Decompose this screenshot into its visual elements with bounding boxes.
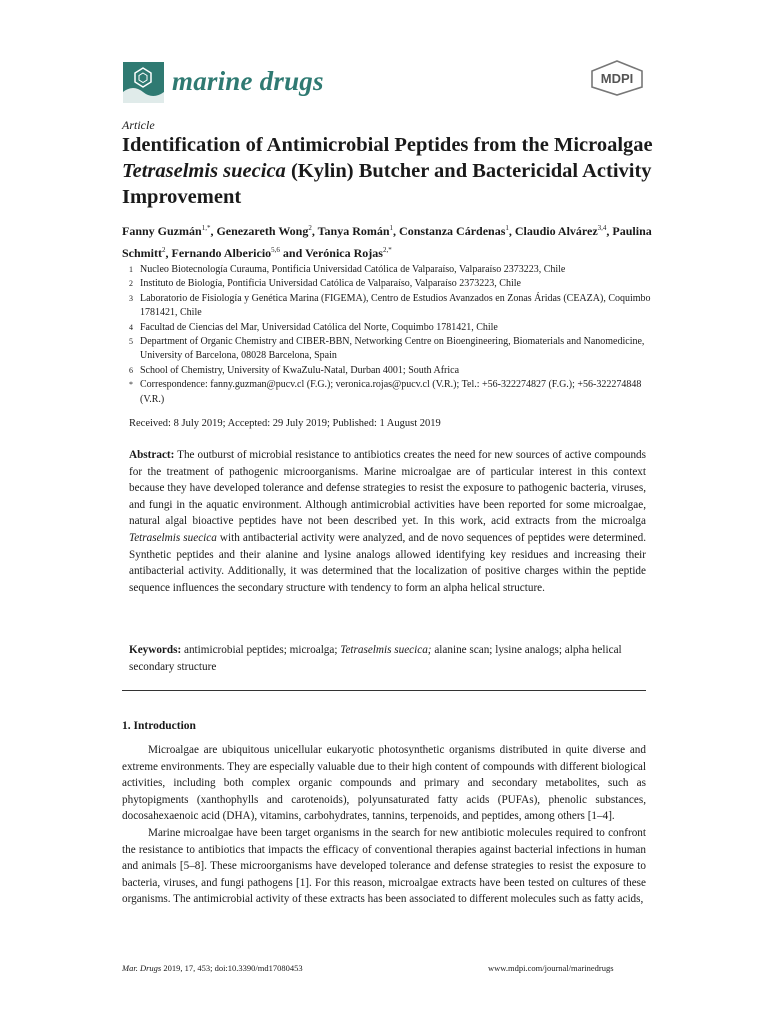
- affiliation-text: Correspondence: fanny.guzman@pucv.cl (F.G.); veronica.rojas@pucv.cl (V.R.); Tel.: +56-322274827 (F.G.); +56-322274848 (V.R.): [140, 379, 642, 405]
- journal-name: marine drugs: [172, 66, 324, 96]
- author-name[interactable]: Verónica Rojas: [305, 246, 383, 260]
- author-list: Fanny Guzmán$^{1,*}$, Genezareth Wong$^2$, Tanya Román$^1$, Constanza Cárdenas$^1$, Claudio Alvárez$^{3,4}$, Paulina Schmitt$^2$, Fernando Albericio$^{5,6}$ and Verónica Rojas$^{2,*}$: [122, 224, 652, 260]
- author-name[interactable]: Paulina Schmitt: [122, 224, 652, 260]
- affiliation-number: *: [129, 380, 133, 390]
- mdpi-logo-text: MDPI: [600, 71, 634, 86]
- affiliation-number: 2: [129, 279, 133, 289]
- author-name[interactable]: Fernando Albericio: [171, 246, 272, 260]
- author-affiliation-mark: 3,4: [597, 224, 607, 232]
- affiliation-item: [122, 364, 662, 378]
- author-affiliation-mark: 2: [162, 246, 166, 254]
- affiliation-number: 5: [129, 337, 133, 347]
- publication-dates: Received: 8 July 2019; Accepted: 29 July 2019; Published: 1 August 2019: [129, 418, 441, 429]
- author-name[interactable]: Constanza Cárdenas: [399, 224, 506, 238]
- abstract-species: Tetraselmis suecica: [129, 531, 217, 544]
- paragraph: Microalgae are ubiquitous unicellular eukaryotic photosynthetic organisms distributed in quite diverse and extreme environments. They are especially valuable due to their high content of compounds with different biological activities, including both complex organic compounds and primary and secondary metabolites, such as phytopigments (xanthophylls and carotenoids), polyunsaturated fatty acids (PUFAs), phenolic substances, docosahexaenoic acid (DHA), vitamins, carbohydrates, tannins, terpenoids, and peptides, among others [1–4].: [122, 744, 646, 823]
- title-species: Tetraselmis suecica: [122, 160, 286, 182]
- paper-title: [122, 132, 662, 210]
- affiliation-number: 6: [129, 365, 133, 375]
- author-affiliation-mark: 5,6: [271, 246, 280, 254]
- footer-citation-rest: 2019, 17, 453; doi:10.3390/md17080453: [161, 963, 303, 973]
- author-name[interactable]: Fanny Guzmán: [122, 224, 202, 238]
- author-affiliation-mark: 1,*: [201, 224, 211, 232]
- author-name[interactable]: Claudio Alvárez: [514, 224, 598, 238]
- footer-journal: Mar. Drugs: [122, 963, 162, 973]
- paragraph: Marine microalgae have been target organisms in the search for new antibiotic molecules required to confront the resistance to antibiotics that impacts the efficacy of conventional therapies against bacterial infections in human and animals [5–8]. These microorganisms have developed tolerance and defense strategies to resist the exposure to bacteria, viruses, and fungi pathogens [1]. For this reason, microalgae extracts have been tested on cultures of these organisms. The antimicrobial activity of these extracts has been associated to different molecules such as fatty acids,: [122, 826, 646, 906]
- author-affiliation-mark: 2,*: [382, 246, 392, 254]
- affiliation-item: [122, 263, 662, 277]
- author-affiliation-mark: 1: [505, 224, 509, 232]
- affiliation-item: [122, 277, 662, 291]
- abstract: [129, 447, 646, 596]
- footer-url[interactable]: www.mdpi.com/journal/marinedrugs: [488, 963, 614, 973]
- affiliation-text: School of Chemistry, University of KwaZulu-Natal, Durban 4001; South Africa: [140, 364, 460, 376]
- abstract-label: Abstract:: [129, 449, 175, 461]
- author-and: and: [282, 246, 303, 260]
- affiliation-text: Laboratorio de Fisiología y Genética Marina (FIGEMA), Centro de Estudios Avanzados en Zonas Áridas (CEAZA), Coquimbo 1781421, Chile: [140, 292, 651, 319]
- affiliation-text: Department of Organic Chemistry and CIBER-BBN, Networking Centre on Bioengineering, Biomaterials and Nanomedicine, University of Barcelona, 08028 Barcelona, Spain: [140, 336, 645, 362]
- abstract-text-2: with antibacterial activity were analyzed, and de novo sequences of peptides were determined. Synthetic peptides and their alanine and lysine analogs allowed identifying key residues and increasing their antibacterial activity. Additionally, it was determined that the localization of positive charges within the peptide sequence influences the secondary structure with tendency to form an alpha helical structure.: [129, 531, 646, 594]
- title-part-2: (Kylin) Butcher and Bactericidal Activity Improvement: [122, 160, 652, 208]
- keywords-label: Keywords:: [129, 644, 182, 656]
- affiliation-number: 3: [129, 293, 133, 303]
- keywords-text-2: alanine scan; lysine analogs; alpha helical secondary structure: [129, 644, 622, 673]
- affiliation-number: 1: [129, 265, 133, 274]
- affiliations: [122, 263, 662, 407]
- journal-logo-icon: [123, 62, 164, 103]
- affiliation-item: [122, 292, 662, 321]
- affiliation-item: [122, 378, 662, 407]
- body-text: [122, 742, 646, 908]
- affiliation-number: 4: [129, 322, 133, 332]
- affiliation-item: [122, 321, 662, 335]
- mdpi-logo: [588, 59, 646, 97]
- article-type: Article: [122, 118, 155, 132]
- abstract-text-1: The outburst of microbial resistance to antibiotics creates the need for new sources of active compounds for the treatment of pathogenic microorganisms. Marine microalgae are of particular interest in this context because they have developed tolerance and defense strategies to resist the exposure to pathogenic bacteria, viruses, and fungi in the aquatic environment. Although antimicrobial activities have been reported for some microalgae, natural algal bioactive peptides have not been described yet. In this work, acid extracts from the microalga: [129, 449, 646, 528]
- section-heading: 1. Introduction: [122, 720, 196, 732]
- author-affiliation-mark: 2: [308, 224, 312, 232]
- keywords: [129, 642, 646, 675]
- footer-citation: [122, 963, 303, 973]
- keywords-species: Tetraselmis suecica;: [340, 644, 432, 656]
- author-name[interactable]: Genezareth Wong: [216, 224, 309, 238]
- affiliation-text: Nucleo Biotecnología Curauma, Pontificia Universidad Católica de Valparaíso, Valparaíso 2373223, Chile: [140, 264, 566, 275]
- title-part-1: Identification of Antimicrobial Peptides from the Microalgae: [122, 134, 653, 156]
- keywords-text-1: antimicrobial peptides; microalga;: [181, 644, 341, 656]
- author-affiliation-mark: 1: [389, 224, 394, 232]
- affiliation-item: [122, 335, 662, 364]
- section-divider: [122, 690, 646, 691]
- affiliation-text: Facultad de Ciencias del Mar, Universidad Católica del Norte, Coquimbo 1781421, Chile: [140, 321, 498, 333]
- author-name[interactable]: Tanya Román: [317, 224, 390, 238]
- affiliation-text: Instituto de Biología, Pontificia Universidad Católica de Valparaíso, Valparaíso 2373223, Chile: [140, 278, 521, 290]
